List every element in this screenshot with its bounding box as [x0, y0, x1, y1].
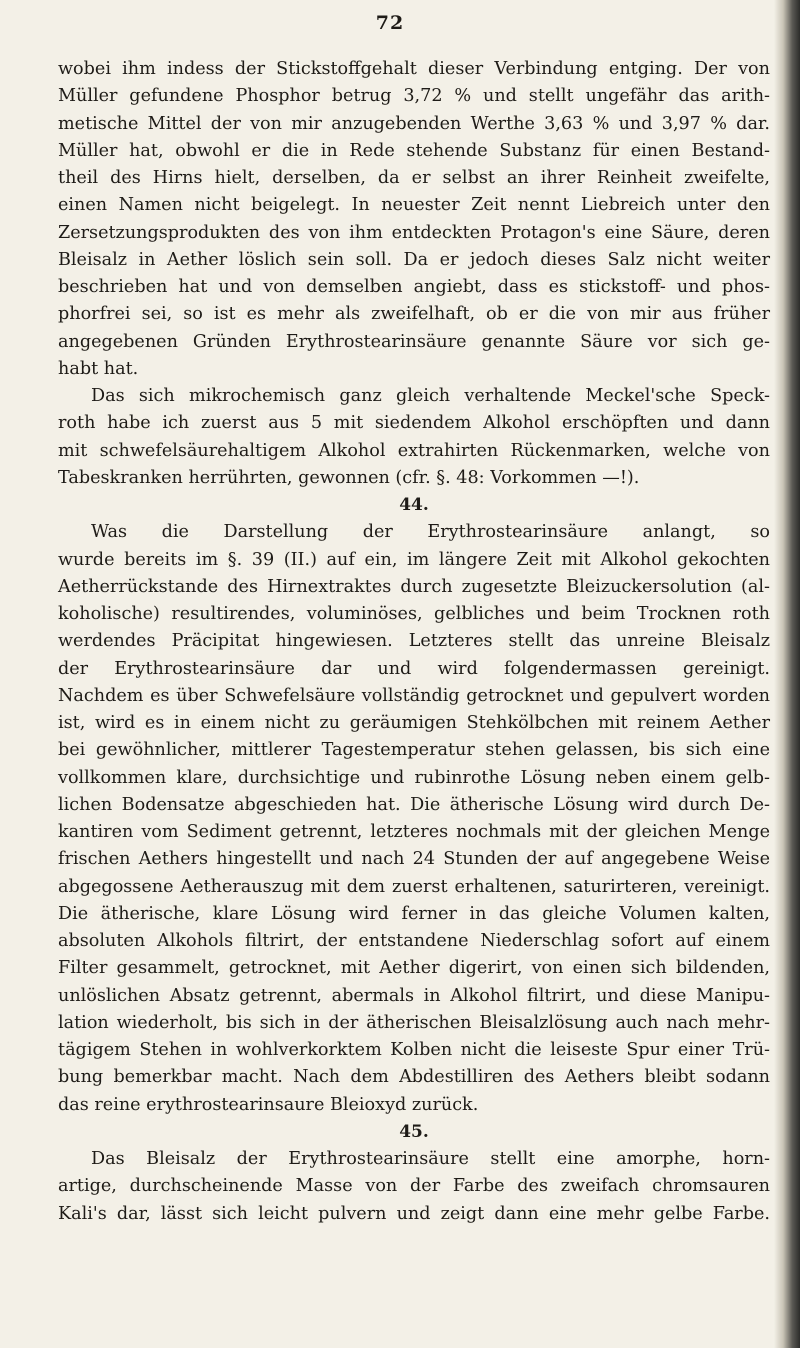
- text-line: wobei ihm indess der Stickstoffgehalt dieser Verbindung entging. Der von: [58, 59, 770, 79]
- text-line: werdendes Präcipitat hingewiesen. Letzteres stellt das unreine Bleisalz: [58, 631, 770, 652]
- text-line: kantiren vom Sediment getrennt, letzteres nochmals mit der gleichen Menge: [58, 822, 770, 842]
- text-line: einen Namen nicht beigelegt. In neuester Zeit nennt Liebreich unter den: [58, 195, 770, 216]
- text-line: Nachdem es über Schwefelsäure vollständig getrocknet und gepulvert worden: [58, 685, 770, 706]
- text-line: wurde bereits im §. 39 (II.) auf ein, im längere Zeit mit Alkohol gekochten: [58, 549, 770, 570]
- text-line: Aetherrückstande des Hirnextraktes durch zugesetzte Bleizuckersolution (al-: [58, 576, 770, 597]
- text-line: Müller gefundene Phosphor betrug 3,72 % und stellt ungefähr das arith-: [58, 86, 770, 107]
- text-line: habt hat.: [58, 358, 139, 379]
- text-line: tägigem Stehen in wohlverkorktem Kolben nicht die leiseste Spur einer Trü-: [58, 1040, 770, 1060]
- text-line: theil des Hirns hielt, derselben, da er selbst an ihrer Reinheit zweifelte,: [58, 168, 770, 188]
- text-line: ist, wird es in einem nicht zu geräumigen Stehkölbchen mit reinem Aether: [58, 713, 770, 733]
- text-line: der Erythrostearinsäure dar und wird folgendermassen gereinigt.: [58, 658, 770, 679]
- text-line: Zersetzungsprodukten des von ihm entdeckten Protagon's eine Säure, deren: [58, 222, 770, 243]
- text-line: Was die Darstellung der Erythrostearinsäure anlangt, so: [91, 522, 770, 543]
- text-line: Kali's dar, lässt sich leicht pulvern und zeigt dann eine mehr gelbe Farbe.: [58, 1203, 770, 1224]
- text-line: roth habe ich zuerst aus 5 mit siedendem Alkohol erschöpften und dann: [58, 413, 770, 434]
- text-line: metische Mittel der von mir anzugebenden Werthe 3,63 % und 3,97 % dar.: [58, 113, 770, 134]
- text-line: beschrieben hat und von demselben angiebt, dass es stickstoff- und phos-: [58, 277, 770, 297]
- body-text: [58, 56, 770, 1228]
- paragraph-4: [58, 1146, 770, 1228]
- text-line: phorfrei sei, so ist es mehr als zweifelhaft, ob er die von mir aus früher: [58, 304, 770, 325]
- text-line: Tabeskranken herrührten, gewonnen (cfr. §. 48: Vorkommen —!).: [58, 467, 640, 488]
- book-spine-shadow: [774, 0, 800, 1348]
- text-line: abgegossene Aetherauszug mit dem zuerst erhaltenen, saturirteren, vereinigt.: [58, 876, 770, 897]
- text-line: lichen Bodensatze abgeschieden hat. Die ätherische Lösung wird durch De-: [58, 794, 770, 815]
- paragraph-1: [58, 56, 770, 383]
- paragraph-3: [58, 519, 770, 1119]
- text-line: frischen Aethers hingestellt und nach 24 Stunden der auf angegebene Weise: [58, 849, 770, 870]
- text-line: bei gewöhnlicher, mittlerer Tagestemperatur stehen gelassen, bis sich eine: [58, 740, 770, 761]
- text-line: koholische) resultirendes, voluminöses, gelbliches und beim Trocknen roth: [58, 604, 770, 624]
- text-line: Das Bleisalz der Erythrostearinsäure stellt eine amorphe, horn-: [91, 1149, 770, 1169]
- text-line: Das sich mikrochemisch ganz gleich verhaltende Meckel'sche Speck-: [91, 386, 770, 406]
- text-line: das reine erythrostearinsaure Bleioxyd zurück.: [58, 1094, 479, 1115]
- text-line: Die ätherische, klare Lösung wird ferner in das gleiche Volumen kalten,: [58, 903, 770, 924]
- text-line: vollkommen klare, durchsichtige und rubinrothe Lösung neben einem gelb-: [58, 767, 770, 788]
- text-line: bung bemerkbar macht. Nach dem Abdestilliren des Aethers bleibt sodann: [58, 1067, 770, 1088]
- text-line: Filter gesammelt, getrocknet, mit Aether digerirt, von einen sich bildenden,: [58, 958, 770, 979]
- text-line: Müller hat, obwohl er die in Rede stehende Substanz für einen Bestand-: [58, 140, 770, 161]
- text-line: mit schwefelsäurehaltigem Alkohol extrahirten Rückenmarken, welche von: [58, 440, 770, 461]
- paragraph-2: [58, 383, 770, 492]
- text-line: unlöslichen Absatz getrennt, abermals in Alkohol filtrirt, und diese Manipu-: [58, 985, 770, 1006]
- text-line: artige, durchscheinende Masse von der Farbe des zweifach chromsauren: [58, 1176, 770, 1197]
- page-number: 72: [375, 12, 405, 34]
- section-number-45: 45.: [399, 1121, 429, 1142]
- text-line: absoluten Alkohols filtrirt, der entstandene Niederschlag sofort auf einem: [58, 931, 770, 951]
- text-line: lation wiederholt, bis sich in der ätherischen Bleisalzlösung auch nach mehr-: [58, 1012, 770, 1033]
- section-number-44: 44.: [399, 495, 429, 515]
- text-line: Bleisalz in Aether löslich sein soll. Da er jedoch dieses Salz nicht weiter: [58, 249, 770, 270]
- text-line: angegebenen Gründen Erythrostearinsäure genannte Säure vor sich ge-: [58, 331, 770, 352]
